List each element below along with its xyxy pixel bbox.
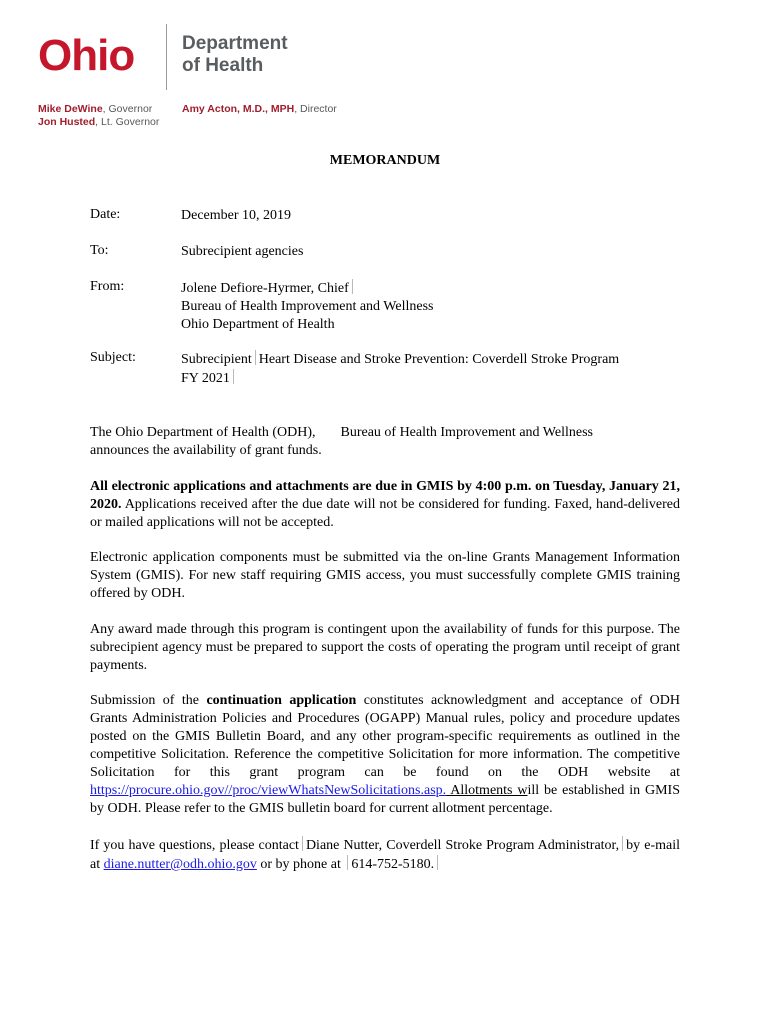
deadline-rest: Applications received after the due date will not be considered for funding. Faxed, hand-delivered or mailed applications will not be accepted. — [90, 497, 680, 530]
paragraph-continuation — [90, 692, 680, 818]
paragraph-intro — [90, 424, 680, 460]
memo-title: MEMORANDUM — [329, 153, 441, 168]
to-value: Subrecipient agencies — [181, 244, 304, 259]
subject-fiscal-year: FY 2021 — [181, 371, 230, 386]
continuation-body: constitutes acknowledgment and acceptance of ODH Grants Administration Policies and Procedures (OGAPP) Manual rules, policy and procedure updates posted on the GMIS Bulletin Board, and any other program-specific requirements as outlined in the competitive Solicitation. Reference the competitive Solicitation for more information. The competitive Solicitation for this grant program can be found on the ODH website at — [90, 693, 680, 780]
ohio-logo: Ohio — [38, 31, 135, 80]
governor-title: , Governor — [102, 103, 153, 115]
director-block — [182, 103, 337, 116]
paragraph-deadline — [90, 478, 680, 532]
intro-line-2: announces the availability of grant funds. — [90, 443, 322, 458]
contact-phone: 614-752-5180. — [351, 857, 435, 872]
field-marker — [437, 855, 438, 870]
intro-part-2: Bureau of Health Improvement and Wellness — [340, 425, 593, 440]
subject-line-1 — [181, 350, 619, 369]
from-line-2: Bureau of Health Improvement and Wellness — [181, 299, 434, 314]
contact-name: Diane Nutter, Coverdell Stroke Program Administrator, — [305, 838, 620, 853]
to-label: To: — [90, 243, 109, 258]
field-marker — [233, 369, 234, 384]
email-link[interactable]: diane.nutter@odh.ohio.gov — [103, 857, 257, 872]
subject-part-1: Subrecipient — [181, 352, 252, 367]
paragraph-contact — [90, 836, 680, 874]
continuation-bold: continuation application — [206, 693, 357, 708]
lt-governor-title: , Lt. Governor — [95, 116, 160, 128]
director-name: Amy Acton, M.D., MPH — [182, 103, 295, 115]
lt-governor-line — [38, 116, 159, 129]
field-marker — [347, 855, 348, 870]
contact-phone-intro: or by phone at — [256, 857, 345, 872]
subject-block — [181, 350, 619, 388]
from-block — [181, 279, 434, 334]
from-label: From: — [90, 279, 125, 294]
governor-line — [38, 103, 159, 116]
deadline-text: All electronic applications and attachments are due in GMIS by 4:00 p.m. on Tuesday, January 21, 2020. — [90, 479, 680, 512]
contact-intro: If you have questions, please contact — [90, 838, 299, 853]
director-title: , Director — [294, 103, 337, 115]
allotments-underlined: Allotments w — [446, 783, 528, 798]
solicitations-link[interactable]: https://procure.ohio.gov//proc/viewWhatsNewSolicitations.asp. — [90, 783, 447, 798]
department-line-1: Department — [182, 33, 288, 54]
continuation-end: ill be established in GMIS by ODH. Please refer to the GMIS bulletin board for current allotment percentage. — [90, 783, 680, 816]
from-name: Jolene Defiore-Hyrmer, Chief — [181, 281, 349, 296]
governor-name: Mike DeWine — [38, 103, 103, 115]
field-marker — [352, 279, 353, 294]
intro-line-1 — [90, 424, 680, 442]
department-name — [182, 33, 288, 77]
from-line-3: Ohio Department of Health — [181, 317, 335, 332]
field-marker — [622, 836, 623, 851]
department-line-2: of Health — [182, 55, 264, 76]
date-value: December 10, 2019 — [181, 208, 292, 223]
field-marker — [302, 836, 303, 851]
paragraph-funding: Any award made through this program is contingent upon the availability of funds for this purpose. The subrecipient agency must be prepared to support the costs of operating the program until receipt of grant payments. — [90, 622, 680, 673]
subject-line-2 — [181, 369, 619, 388]
subject-label: Subject: — [90, 350, 136, 365]
governor-block — [38, 103, 159, 129]
from-line-1 — [181, 279, 434, 298]
continuation-intro: Submission of the — [90, 693, 207, 708]
date-label: Date: — [90, 207, 121, 222]
contact-by: by e-mail at — [90, 838, 680, 872]
lt-governor-name: Jon Husted — [38, 116, 96, 128]
intro-part-1: The Ohio Department of Health (ODH), — [90, 425, 316, 440]
paragraph-gmis: Electronic application components must be submitted via the on-line Grants Management Information System (GMIS). For new staff requiring GMIS access, you must successfully complete GMIS training offered by ODH. — [90, 550, 680, 601]
header-divider — [166, 24, 167, 90]
subject-part-2: Heart Disease and Stroke Prevention: Coverdell Stroke Program — [258, 352, 620, 367]
field-marker — [255, 350, 256, 365]
